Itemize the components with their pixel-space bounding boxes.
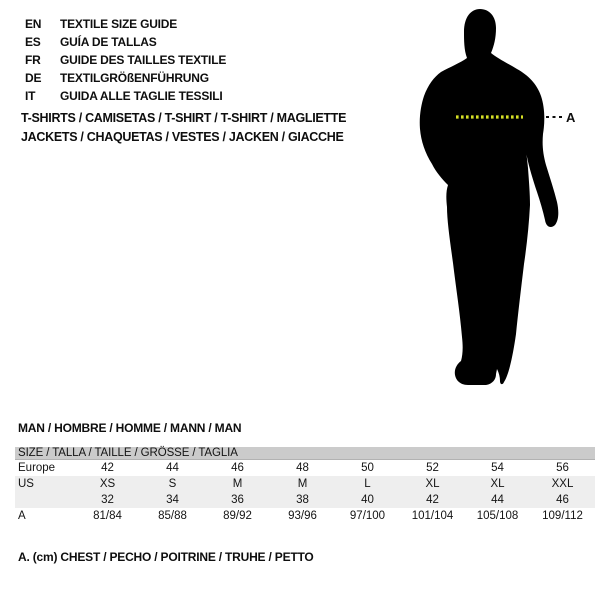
- row-label-cell: US: [15, 476, 75, 492]
- table-cell: 48: [296, 462, 309, 474]
- table-cell: 109/112: [542, 510, 583, 522]
- row-label-cell: [15, 492, 75, 508]
- table-cell: 52: [426, 462, 439, 474]
- table-cell: XL: [400, 476, 465, 492]
- table-cell: 34: [140, 492, 205, 508]
- language-label: GUÍA DE TALLAS: [60, 35, 157, 49]
- table-cell: 50: [361, 462, 374, 474]
- category-line-tshirts: T-SHIRTS / CAMISETAS / T-SHIRT / T-SHIRT / MAGLIETTE: [21, 111, 347, 125]
- man-silhouette-figure: [390, 0, 600, 400]
- table-cell: 93/96: [288, 510, 317, 522]
- table-cell: 42: [101, 462, 114, 474]
- table-cell: XS: [75, 476, 140, 492]
- language-label: TEXTILE SIZE GUIDE: [60, 17, 178, 31]
- man-silhouette-shape: [420, 9, 559, 385]
- table-cell: 89/92: [223, 510, 252, 522]
- language-row: [25, 33, 226, 51]
- size-table: [15, 447, 595, 524]
- language-row: [25, 51, 226, 69]
- table-cell: 46: [530, 492, 595, 508]
- language-code: DE: [25, 71, 42, 85]
- table-cell: S: [140, 476, 205, 492]
- language-label: GUIDA ALLE TAGLIE TESSILI: [60, 89, 223, 103]
- size-table-header: SIZE / TALLA / TAILLE / GRÖSSE / TAGLIA: [15, 447, 595, 460]
- table-cell: 54: [491, 462, 504, 474]
- table-cell: L: [335, 476, 400, 492]
- language-row: [25, 15, 226, 33]
- table-cell: XXL: [530, 476, 595, 492]
- row-label-cell: Europe: [18, 462, 56, 474]
- size-table-header-row: [15, 447, 595, 460]
- measurement-footnote: A. (cm) CHEST / PECHO / POITRINE / TRUHE / PETTO: [18, 550, 314, 564]
- table-cell: 105/108: [476, 510, 519, 522]
- table-cell: 36: [205, 492, 270, 508]
- table-cell: 85/88: [158, 510, 187, 522]
- section-title-man: MAN / HOMBRE / HOMME / MANN / MAN: [18, 421, 242, 435]
- table-cell: 46: [231, 462, 244, 474]
- table-cell: XL: [465, 476, 530, 492]
- table-cell: 81/84: [93, 510, 122, 522]
- language-code: IT: [25, 89, 36, 103]
- table-row-us: [15, 476, 595, 492]
- table-cell: 32: [75, 492, 140, 508]
- table-cell: 40: [335, 492, 400, 508]
- language-row: [25, 87, 226, 105]
- category-line-jackets: JACKETS / CHAQUETAS / VESTES / JACKEN / GIACCHE: [21, 130, 344, 144]
- table-cell: 101/104: [411, 510, 454, 522]
- language-label: TEXTILGRÖßENFÜHRUNG: [60, 71, 209, 85]
- measure-label-a: A: [566, 110, 576, 125]
- table-row-europe: [15, 460, 595, 477]
- table-cell: 38: [270, 492, 335, 508]
- table-cell: 56: [556, 462, 569, 474]
- table-cell: M: [270, 476, 335, 492]
- table-cell: 44: [465, 492, 530, 508]
- table-cell: 44: [166, 462, 179, 474]
- row-label-cell: A: [18, 510, 26, 522]
- table-row-us-numeric: [15, 492, 595, 508]
- language-list: [25, 15, 226, 105]
- language-code: FR: [25, 53, 41, 67]
- table-cell: 97/100: [349, 510, 386, 522]
- language-code: ES: [25, 35, 41, 49]
- language-label: GUIDE DES TAILLES TEXTILE: [60, 53, 227, 67]
- table-row-chest-a: [15, 508, 595, 524]
- table-cell: M: [205, 476, 270, 492]
- table-cell: 42: [400, 492, 465, 508]
- garment-category-lines: [21, 109, 346, 147]
- language-code: EN: [25, 17, 42, 31]
- language-row: [25, 69, 226, 87]
